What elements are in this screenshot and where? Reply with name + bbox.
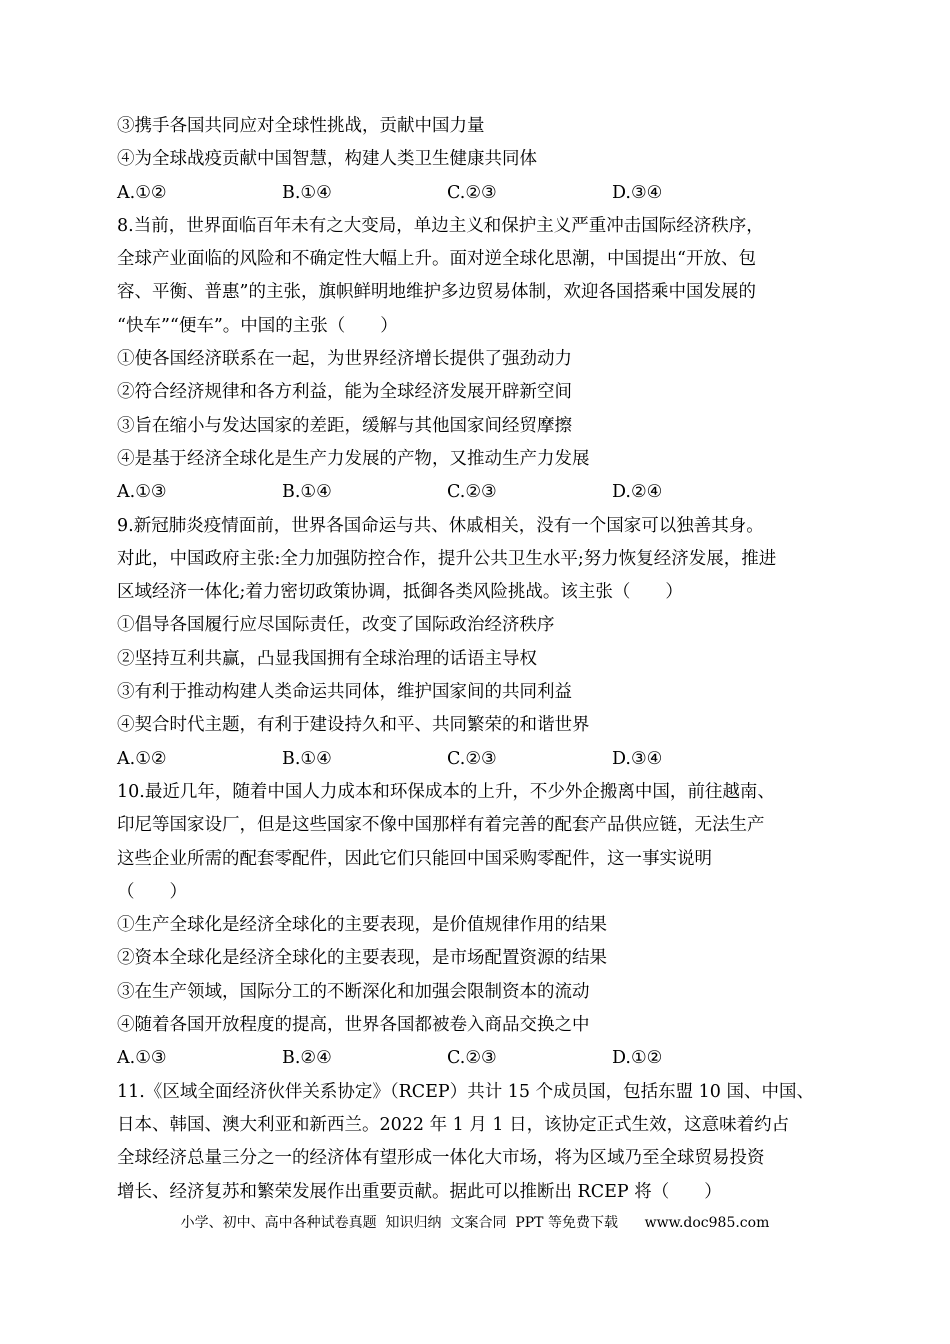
choice-item: ①生产全球化是经济全球化的主要表现，是价值规律作用的结果 — [117, 915, 607, 936]
option-d: D.③④ — [612, 182, 663, 203]
question-stem-line: 印尼等国家设厂，但是这些国家不像中国那样有着完善的配套产品供应链，无法生产 — [117, 815, 765, 836]
option-d: D.②④ — [612, 482, 663, 503]
choice-item: ④随着各国开放程度的提高，世界各国都被卷入商品交换之中 — [117, 1015, 590, 1036]
question-stem-line: 容、平衡、普惠”的主张，旗帜鲜明地维护多边贸易体制，欢迎各国搭乘中国发展的 — [117, 282, 756, 303]
choice-item: ②符合经济规律和各方利益，能为全球经济发展开辟新空间 — [117, 382, 572, 403]
choice-item: ①使各国经济联系在一起，为世界经济增长提供了强劲动力 — [117, 349, 572, 370]
question-stem-line: 这些企业所需的配套零配件，因此它们只能回中国采购零配件，这一事实说明 — [117, 848, 712, 869]
page-footer: 小学、初中、高中各种试卷真题 知识归纳 文案合同 PPT 等免费下载 www.doc985.com — [180, 1215, 770, 1231]
question-stem-line: 10.最近几年，随着中国人力成本和环保成本的上升，不少外企搬离中国，前往越南、 — [117, 781, 775, 802]
exam-page — [117, 110, 847, 1209]
choice-item: ③旨在缩小与发达国家的差距，缓解与其他国家间经贸摩擦 — [117, 415, 572, 436]
option-b: B.①④ — [282, 182, 332, 203]
answer-options — [117, 476, 847, 509]
option-d: D.①② — [612, 1048, 663, 1069]
option-c: C.②③ — [447, 748, 497, 769]
option-a: A.①③ — [117, 482, 167, 503]
question-stem-line: 全球产业面临的风险和不确定性大幅上升。面对逆全球化思潮，中国提出“开放、包 — [117, 249, 756, 270]
choice-item: ①倡导各国履行应尽国际责任，改变了国际政治经济秩序 — [117, 615, 555, 636]
question-10 — [117, 776, 847, 1076]
option-a: A.①② — [117, 182, 167, 203]
question-stem-line: 增长、经济复苏和繁荣发展作出重要贡献。据此可以推断出 RCEP 将（ ） — [117, 1181, 722, 1202]
option-b: B.②④ — [282, 1048, 332, 1069]
answer-options — [117, 1042, 847, 1075]
question-stem-line: （ ） — [117, 881, 187, 902]
option-a: A.①② — [117, 748, 167, 769]
question-stem-line: 11.《区域全面经济伙伴关系协定》（RCEP）共计 15 个成员国，包括东盟 10 国、中国、 — [117, 1081, 814, 1102]
option-d: D.③④ — [612, 748, 663, 769]
choice-item: ②坚持互利共赢，凸显我国拥有全球治理的话语主导权 — [117, 648, 537, 669]
choice-item: ③在生产领域，国际分工的不断深化和加强会限制资本的流动 — [117, 981, 590, 1002]
question-11 — [117, 1076, 847, 1209]
question-9 — [117, 510, 847, 776]
question-7-tail — [117, 110, 847, 210]
choice-item: ④为全球战疫贡献中国智慧，构建人类卫生健康共同体 — [117, 149, 537, 170]
question-stem-line: 区域经济一体化;着力密切政策协调，抵御各类风险挑战。该主张（ ） — [117, 582, 683, 603]
question-stem-line: 全球经济总量三分之一的经济体有望形成一体化大市场，将为区域乃至全球贸易投资 — [117, 1148, 765, 1169]
option-b: B.①④ — [282, 482, 332, 503]
choice-item: ②资本全球化是经济全球化的主要表现，是市场配置资源的结果 — [117, 948, 607, 969]
question-stem-line: 9.新冠肺炎疫情面前，世界各国命运与共、休戚相关，没有一个国家可以独善其身。 — [117, 515, 764, 536]
option-b: B.①④ — [282, 748, 332, 769]
question-stem-line: 日本、韩国、澳大利亚和新西兰。2022 年 1 月 1 日，该协定正式生效，这意味着约占 — [117, 1114, 790, 1135]
answer-options — [117, 177, 847, 210]
question-stem-line: 对此，中国政府主张:全力加强防控合作，提升公共卫生水平;努力恢复经济发展，推进 — [117, 548, 777, 569]
answer-options — [117, 743, 847, 776]
question-stem-line: “快车”“便车”。中国的主张（ ） — [117, 315, 398, 336]
choice-item: ④契合时代主题，有利于建设持久和平、共同繁荣的和谐世界 — [117, 715, 590, 736]
choice-item: ③有利于推动构建人类命运共同体，维护国家间的共同利益 — [117, 682, 572, 703]
question-stem-line: 8.当前，世界面临百年未有之大变局，单边主义和保护主义严重冲击国际经济秩序， — [117, 215, 764, 236]
option-c: C.②③ — [447, 182, 497, 203]
option-c: C.②③ — [447, 482, 497, 503]
question-8 — [117, 210, 847, 510]
choice-item: ③携手各国共同应对全球性挑战，贡献中国力量 — [117, 116, 485, 136]
choice-item: ④是基于经济全球化是生产力发展的产物，又推动生产力发展 — [117, 448, 590, 469]
option-c: C.②③ — [447, 1048, 497, 1069]
option-a: A.①③ — [117, 1048, 167, 1069]
